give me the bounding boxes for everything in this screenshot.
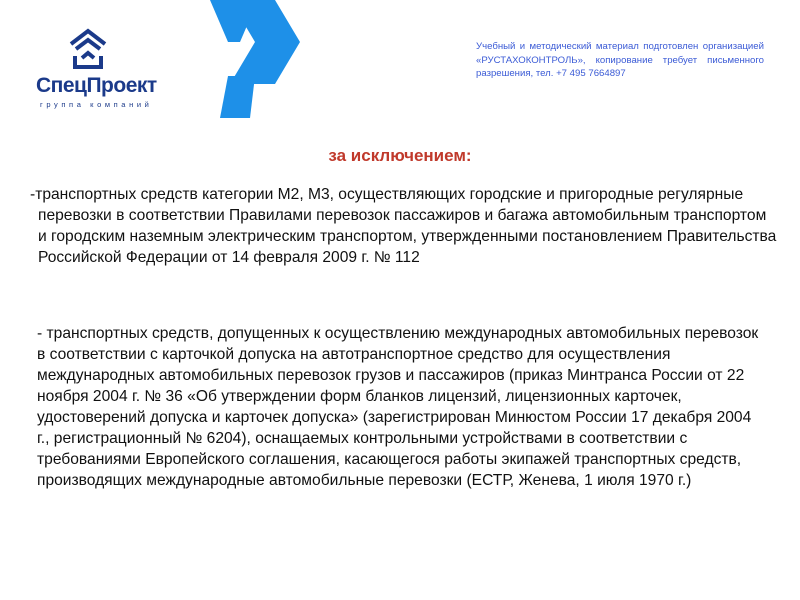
company-logo — [28, 26, 168, 116]
exception-paragraph-2: - транспортных средств, допущенных к осуществлению международных автомобильных перевозок в соответствии с карточкой допуска на автотранспортное средство для осуществления международных автомобильных перевозок грузов и пассажиров (приказ Минтранса России от 22 ноября 2004 г. № 36 «Об утверждении форм бланков лицензий, лицензионных карточек, удостоверений допуска и карточек допуска» (зарегистрирован Минюстом России 17 декабря 2004 г., регистрационный № 6204), оснащаемых контрольными устройствами в соответствии с требованиями Европейского соглашения, касающегося работы экипажей транспортных средств, производящих международные автомобильные перевозки (ЕСТР, Женева, 1 июля 1970 г.) — [37, 325, 759, 489]
logo-mark-icon — [65, 26, 111, 72]
chevron-shape-middle — [230, 0, 300, 84]
chevron-shape-bottom — [220, 76, 255, 118]
copyright-notice: Учебный и методический материал подготовлен организацией «РУСТАХОКОНТРОЛЬ», копирование требует письменного разрешения, тел. +7 495 7664897 — [476, 41, 764, 79]
logo-tagline: группа компаний — [40, 100, 153, 109]
logo-name: СпецПроект — [36, 74, 157, 97]
decorative-chevrons — [200, 0, 320, 125]
exception-paragraph-1: -транспортных средств категории М2, М3, осуществляющих городские и пригородные регулярные перевозки в соответствии Правилами перевозок пассажиров и багажа автомобильным транспортом и городским наземным электрическим транспортом, утвержденными постановлением Правительства Российской Федерации от 14 февраля 2009 г. № 112 — [30, 186, 777, 266]
section-heading: за исключением: — [328, 146, 472, 165]
